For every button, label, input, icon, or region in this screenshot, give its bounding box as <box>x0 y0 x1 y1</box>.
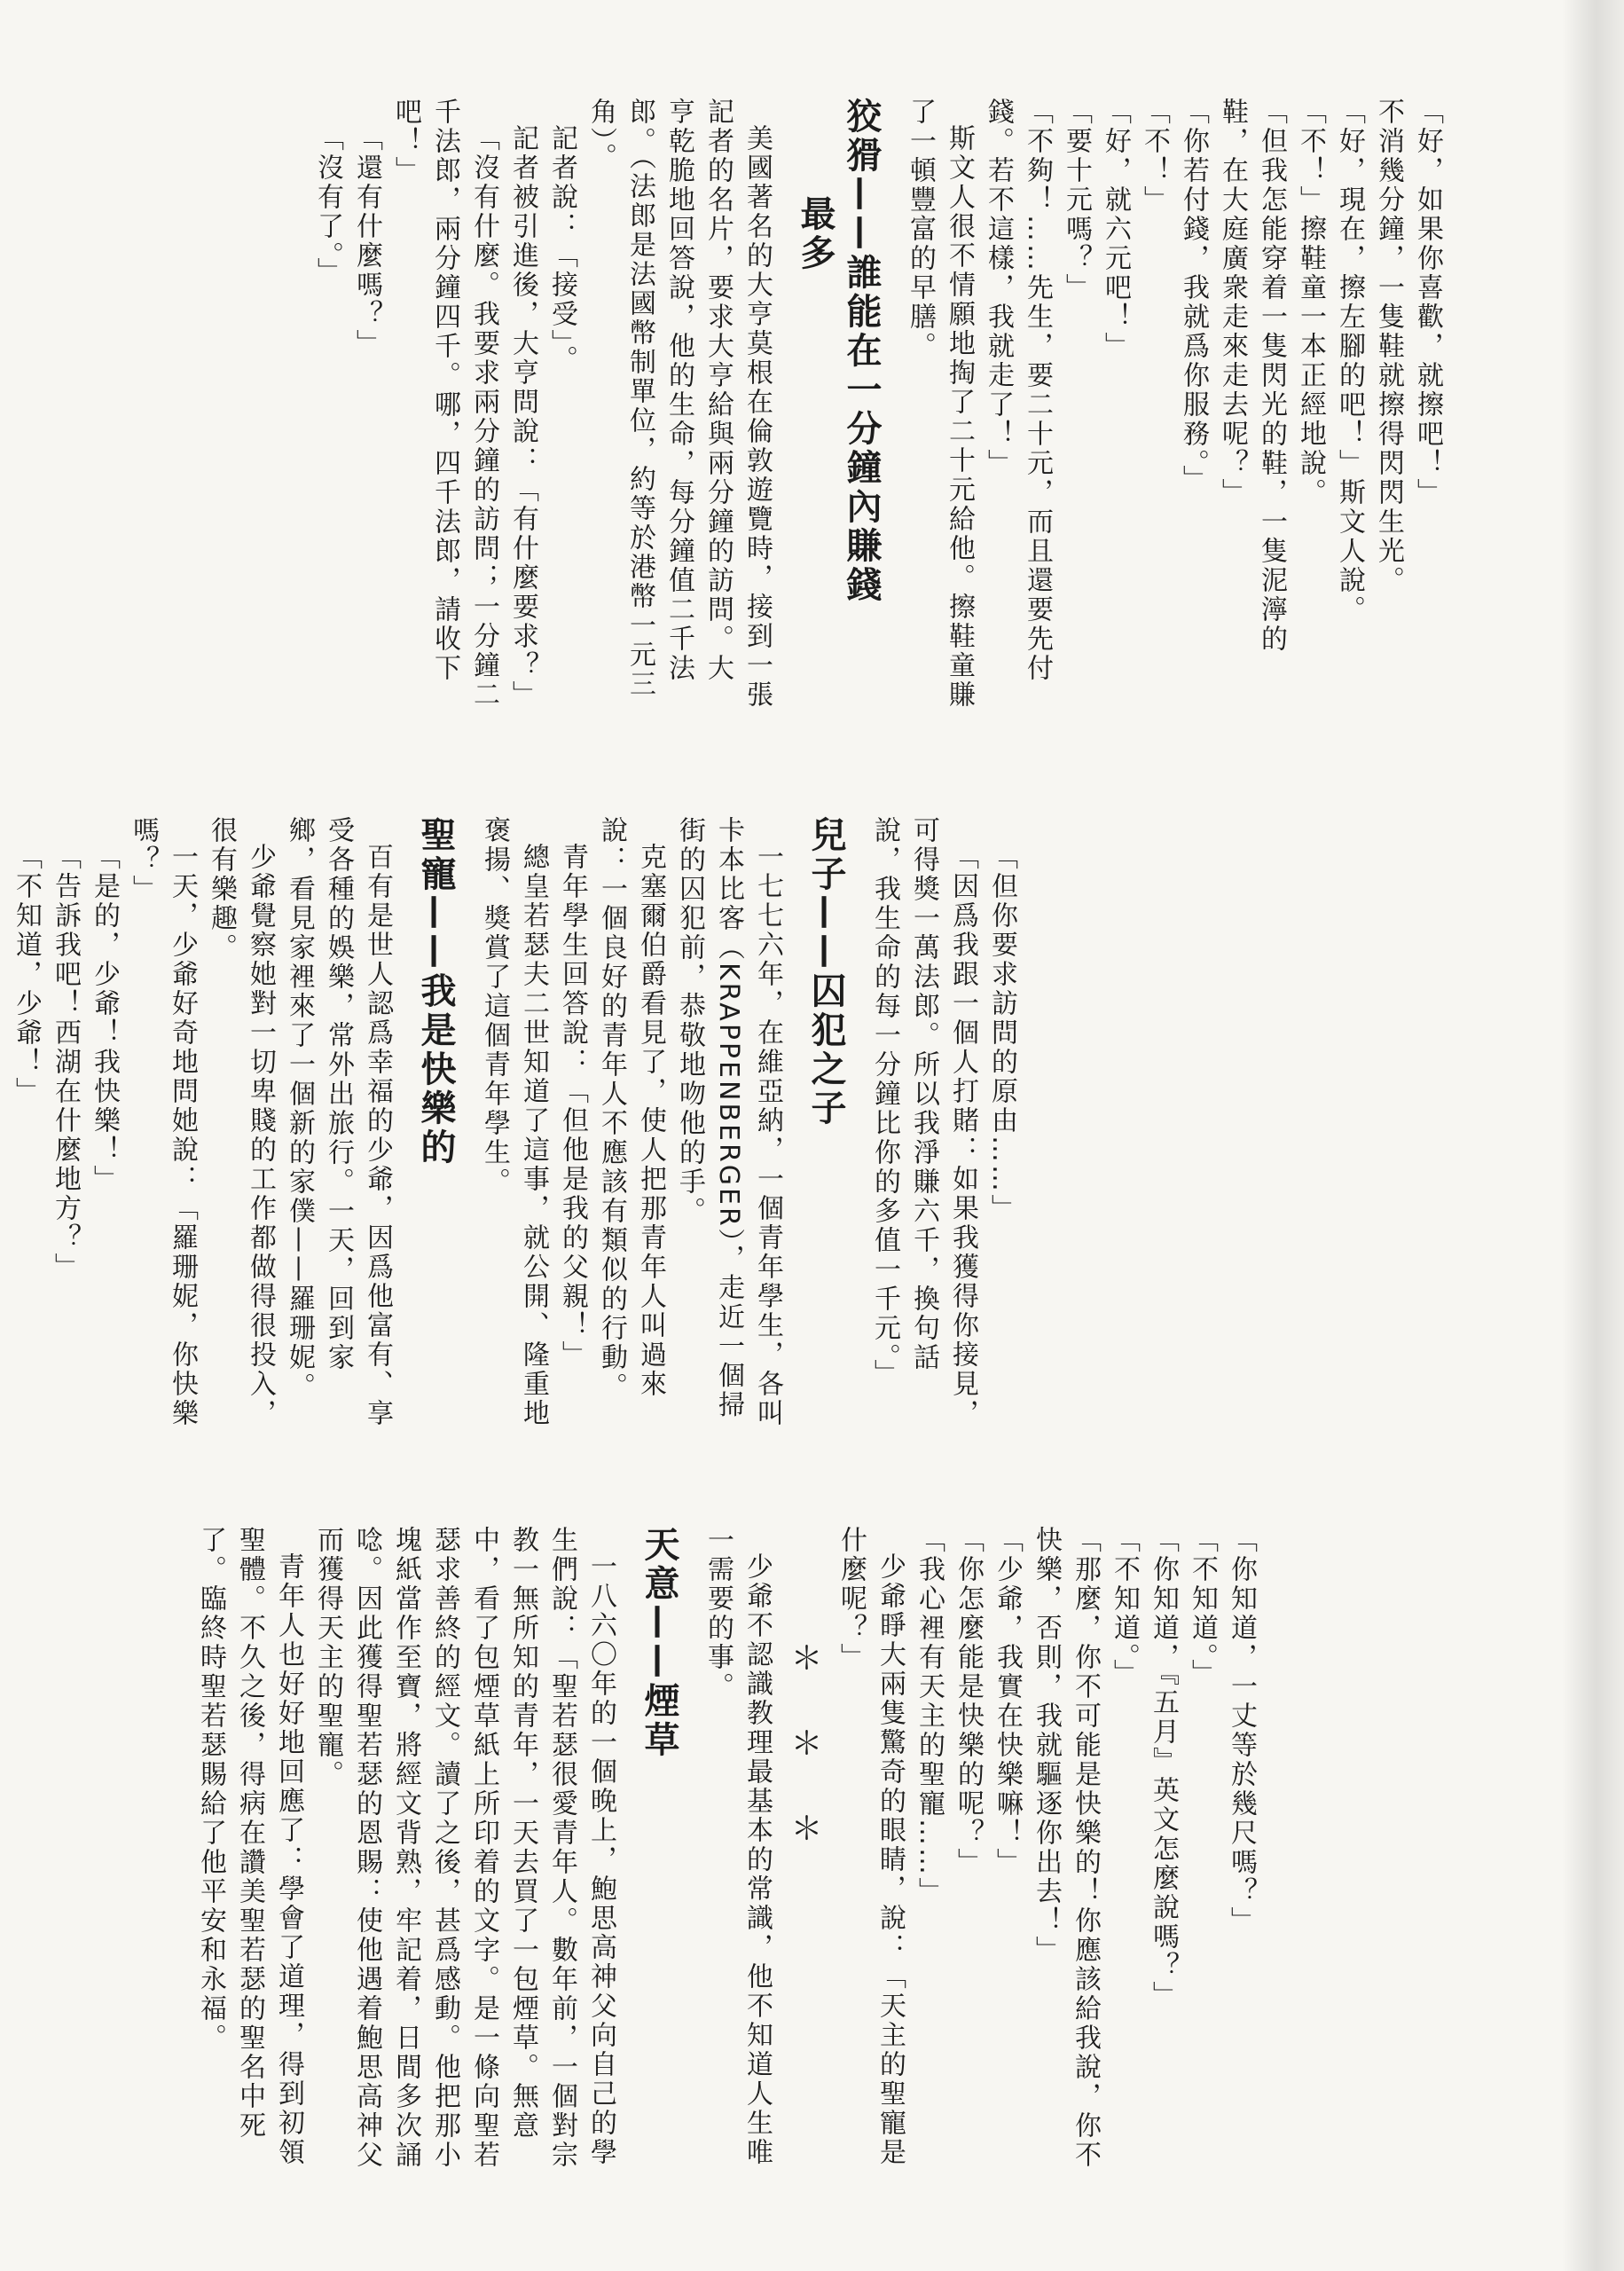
paragraph: 「好，就六元吧！」 <box>1100 98 1131 361</box>
paragraph: 「少爺，我實在快樂嘛！」 <box>992 1526 1023 1877</box>
section-separator-stars: ＊＊＊ <box>786 1641 822 1897</box>
paragraph: 一七七六年，在維亞納，一個青年學生，各叫卡本比客（KRAPPENBERGER），走近一個掃街的囚犯前，恭敬地吻他的手。 <box>674 816 783 1428</box>
paragraph: 「但你要求訪問的原由……」 <box>986 843 1017 1223</box>
paragraph: 青年人也好好地回應了：學會了道理，得到初領聖體。不久之後，得病在讚美聖若瑟的聖名中死了。臨終時聖若瑟賜給了他平安和永福。 <box>195 1526 304 2167</box>
tier-middle-columns <box>6 816 1021 1428</box>
paragraph: 「沒有什麼。我要求兩分鐘的訪問；一分鐘二千法郎，兩分鐘四千。哪，四千法郎，請收下吧！」 <box>390 98 499 710</box>
heading-line: 最多 <box>795 195 836 273</box>
paragraph: 青年學生回答說：「但他是我的父親！」 <box>557 843 588 1370</box>
paragraph: 「那麼，你不可能是快樂的！你應該給我說，你不快樂，否則，我就驅逐你出去！」 <box>1031 1526 1101 2170</box>
paragraph: 「不知道，少爺！」 <box>11 843 42 1106</box>
tier-top-columns <box>308 98 1447 710</box>
paragraph: 「好，如果你喜歡，就擦吧！」 <box>1412 98 1443 507</box>
paragraph: 少爺睜大兩隻驚奇的眼睛，說：「天主的聖寵是什麼呢？」 <box>836 1526 906 2167</box>
paragraph: 「不！」 <box>1139 98 1170 215</box>
paragraph: 一天，少爺好奇地問她說：「羅珊妮，你快樂嗎？」 <box>128 816 198 1428</box>
paragraph: 一八六〇年的一個晚上，鮑思高神父向自己的學生們說：「聖若瑟很愛青年人。數年前，一個對宗教一無所知的青年，一天去買了一包煙草。無意中，看了包煙草紙上所印着的文字。是一條向聖若瑟求善終的經文。讀了之後，甚爲感動。他把那小塊紙當作至寶，將經文背熟，牢記着，日間多次誦唸。因此獲得聖若瑟的恩賜：使他遇着鮑思高神父而獲得天主的聖寵。 <box>312 1526 616 2170</box>
paragraph: 「沒有了。」 <box>312 124 343 287</box>
paragraph: 「是的，少爺！我快樂！」 <box>89 843 120 1194</box>
section-heading-grace: 聖寵——我是快樂的 <box>415 816 456 1167</box>
paragraph: 「你知道，一丈等於幾尺嗎？」 <box>1226 1526 1257 1936</box>
tier-middle <box>0 816 1624 1428</box>
paragraph: 「你知道，『五月』英文怎麼說嗎？」 <box>1148 1526 1179 2010</box>
paragraph: 「不知道。」 <box>1109 1526 1140 1688</box>
paragraph: 不消幾分鐘，一隻鞋就擦得閃閃生光。 <box>1373 98 1404 595</box>
paragraph: 記者被引進後，大亨問說：「有什麼要求？」 <box>507 124 538 710</box>
paragraph: 「好，現在，擦左腳的吧！」斯文人說。 <box>1334 98 1365 625</box>
section-heading-providence: 天意——煙草 <box>639 1526 679 1760</box>
section-heading-cunning <box>792 98 884 710</box>
paragraph: 「還有什麼嗎？」 <box>351 124 382 358</box>
paragraph: 記者說：「接受」。 <box>546 124 577 374</box>
paragraph: 「不夠！……先生，要二十元，而且還要先付錢。若不這樣，我就走了！」 <box>983 98 1053 683</box>
paragraph: 「你若付錢，我就爲你服務。」 <box>1178 98 1209 494</box>
paragraph: 「告訴我吧！西湖在什麼地方？」 <box>50 843 81 1282</box>
paragraph: 「不！」擦鞋童一本正經地說。 <box>1295 98 1326 507</box>
paragraph: 「但我怎能穿着一隻閃光的鞋，一隻泥濘的鞋，在大庭廣衆走來走去呢？」 <box>1217 98 1287 654</box>
paragraph: 「不知道。」 <box>1187 1526 1218 1688</box>
section-heading-son: 兒子——囚犯之子 <box>805 816 846 1128</box>
heading-line: 狡猾——誰能在一分鐘內賺錢 <box>841 98 882 605</box>
paragraph: 「要十元嗎？」 <box>1061 98 1092 303</box>
paragraph: 少爺不認識教理最基本的常識，他不知道人生唯一需要的事。 <box>702 1526 773 2167</box>
paragraph: 「因爲我跟一個人打賭：如果我獲得你接見，可得獎一萬法郎。所以我淨賺六千，換句話說，我生命的每一分鐘比你的多值一千元。」 <box>869 816 978 1428</box>
tier-top <box>0 98 1624 710</box>
paragraph: 克塞爾伯爵看見了，使人把那青年人叫過來說：一個良好的青年人不應該有類似的行動。 <box>596 816 666 1402</box>
paragraph: 「我心裡有天主的聖寵……」 <box>914 1526 945 1906</box>
paragraph: 百有是世人認爲幸福的少爺，因爲他富有、享受各種的娛樂，常外出旅行。一天，回到家鄉，看見家裡來了一個新的家僕——羅珊妮。 <box>284 816 393 1428</box>
tier-bottom-columns <box>191 1526 1260 2173</box>
paragraph: 斯文人很不情願地掏了二十元給他。擦鞋童賺了一頓豐富的早膳。 <box>905 98 975 710</box>
paragraph: 「你怎麼能是快樂的呢？」 <box>953 1526 984 1877</box>
paragraph: 總皇若瑟夫二世知道了這事，就公開、隆重地褒揚、獎賞了這個青年學生。 <box>479 816 549 1428</box>
paragraph: 美國著名的大亨莫根在倫敦遊覽時，接到一張記者的名片，要求大亨給與兩分鐘的訪問。大亨乾脆地回答說，他的生命，每分鐘值二千法郎。（法郎是法國幣制單位，約等於港幣一元三角）。 <box>585 98 773 710</box>
tier-bottom <box>0 1526 1624 2173</box>
paragraph: 少爺覺察她對一切卑賤的工作都做得很投入，很有樂趣。 <box>206 816 276 1428</box>
